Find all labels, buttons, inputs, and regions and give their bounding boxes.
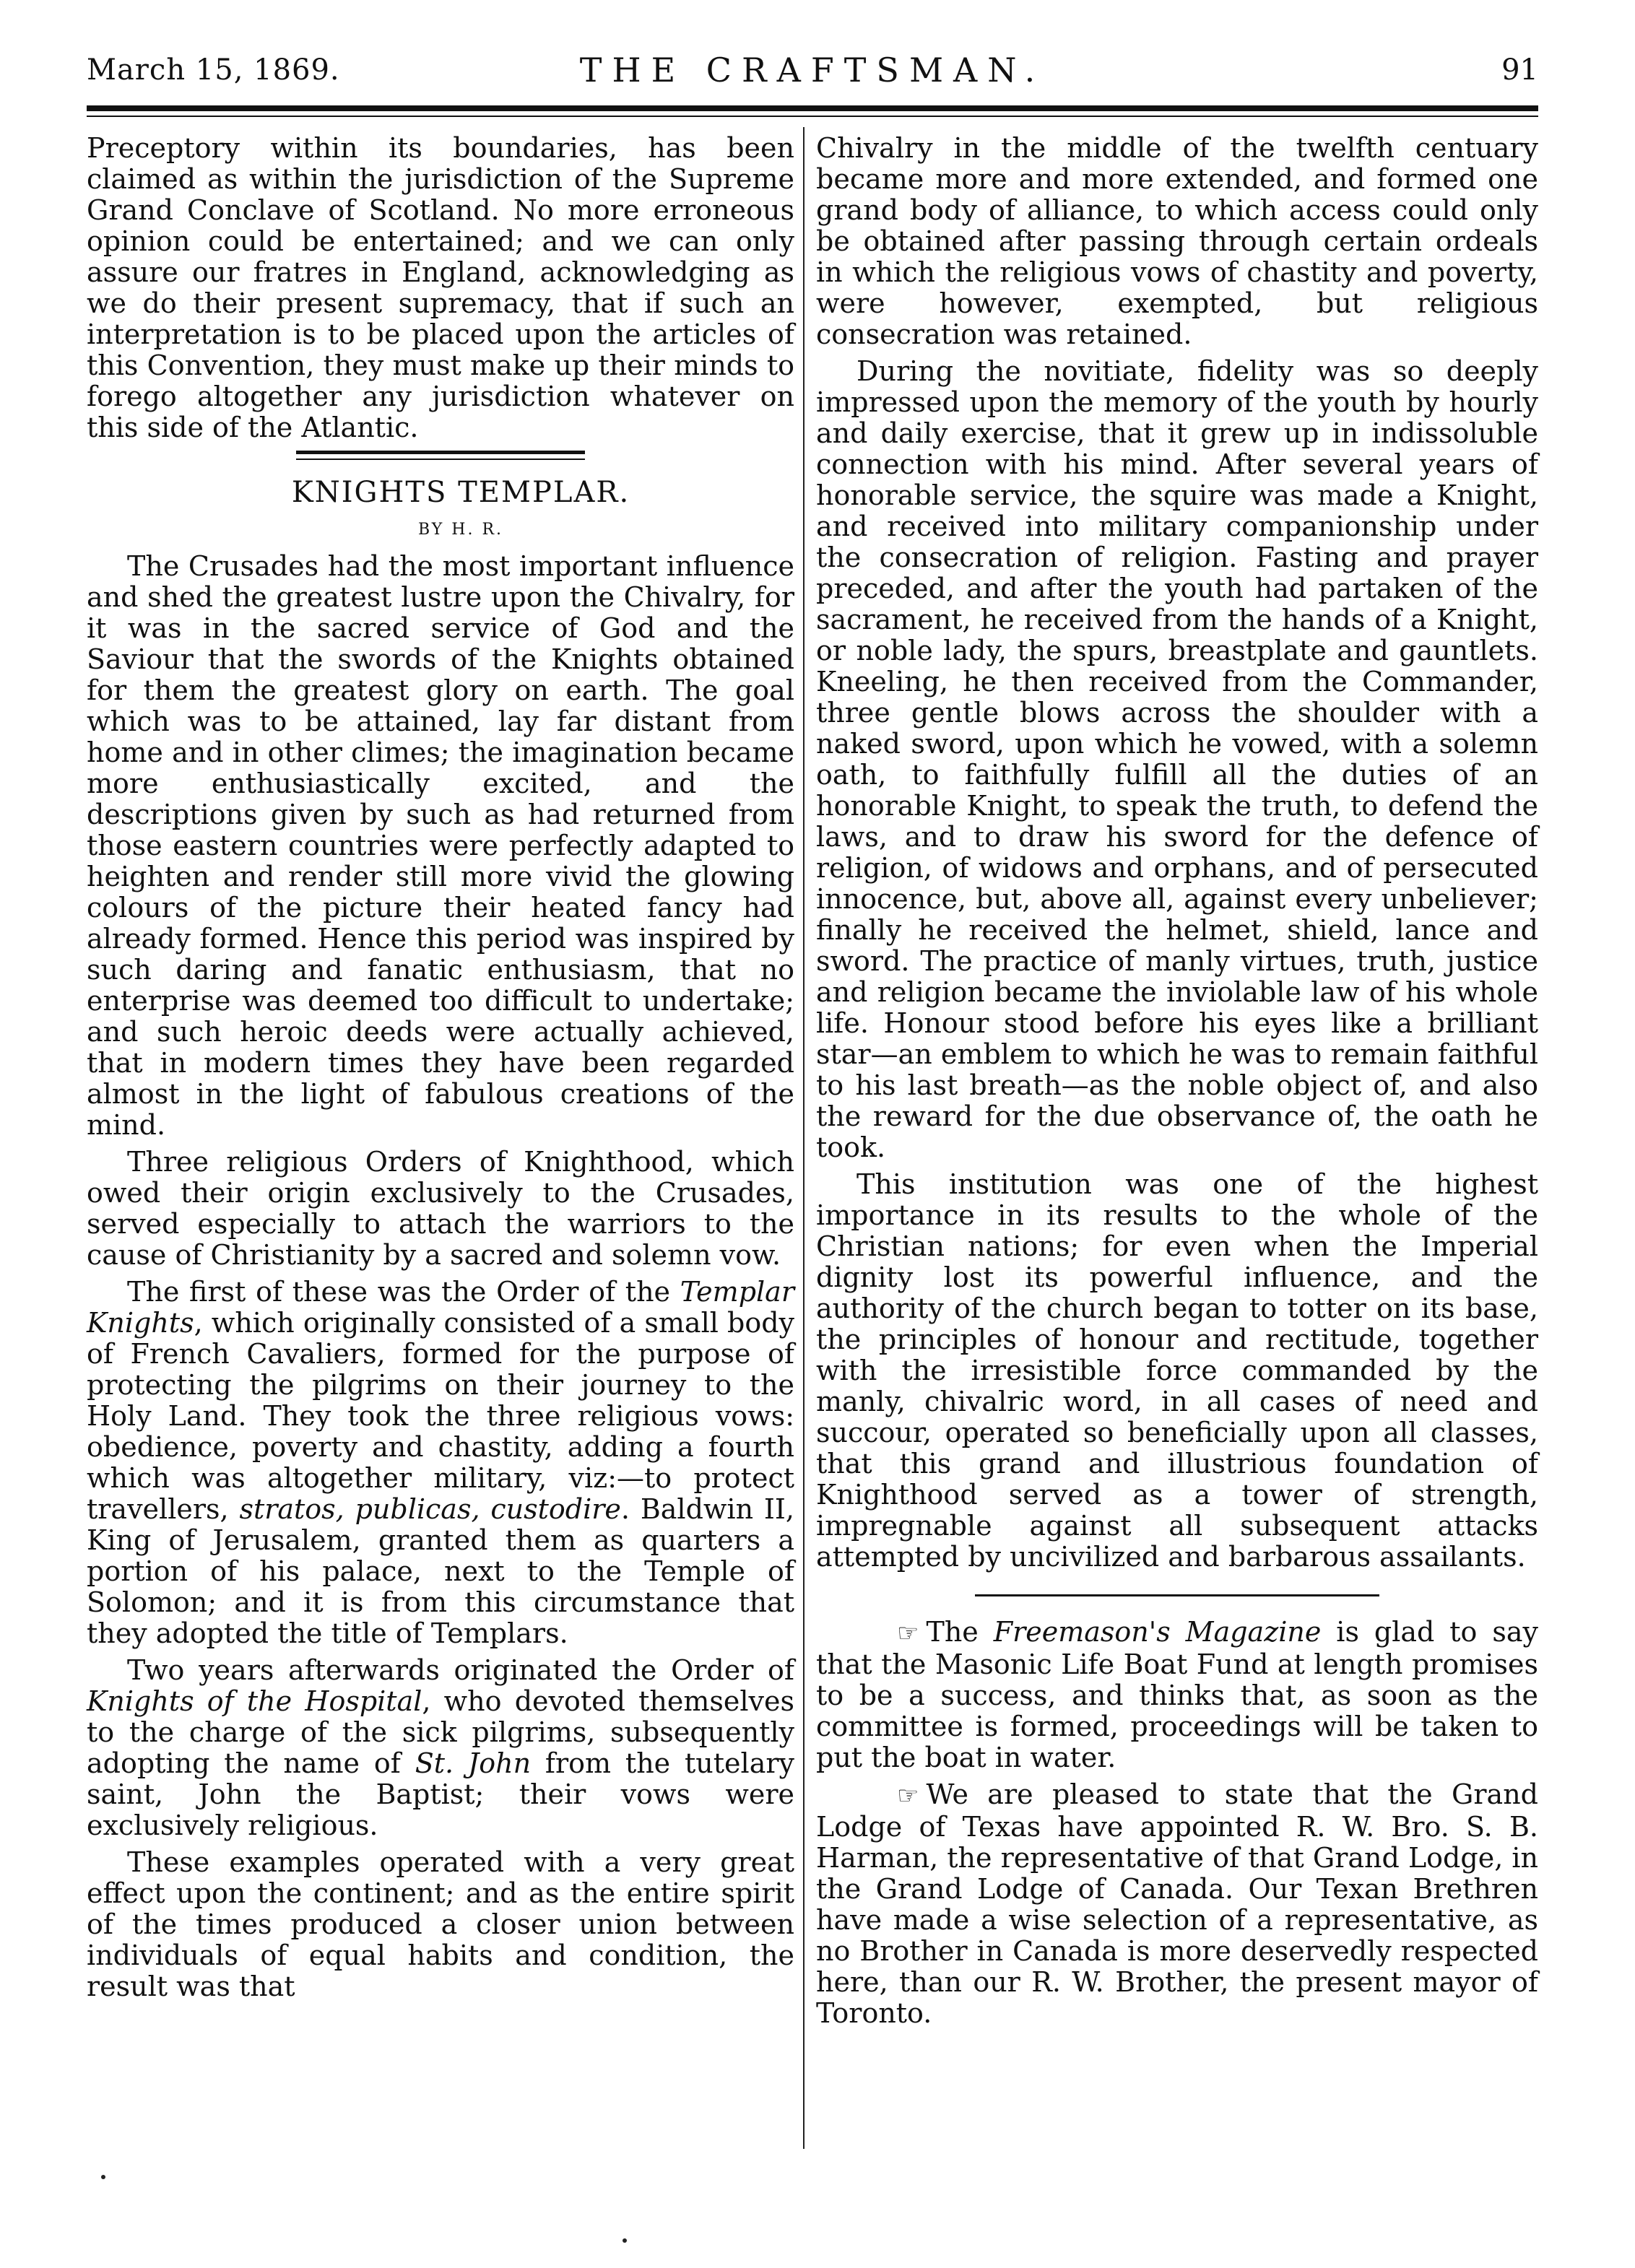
column-divider — [803, 127, 805, 2149]
text-run: Two years afterwards originated the Order of — [127, 1654, 794, 1686]
paragraph: The Crusades had the most important influence and shed the greatest lustre upon the Chivalry, for it was in the sacred service of God and the Saviour that the swords of the Knights obtained for them the greatest glory on earth. The goal which was to be attained, lay far distant from home and in other climes; the imagination became more enthusiastically excited, and the descriptions given by such as had returned from those eastern countries were perfectly adapted to heighten and render still more vivid the glowing colours of the picture their heated fancy had already formed. Hence this period was inspired by such daring and fanatic enthusiasm, that no enterprise was deemed too difficult to undertake; and such heroic deeds were actually achieved, that in modern times they have been regarded almost in the light of fabulous creations of the mind. — [87, 550, 794, 1141]
text-run: The first of these was the Order of the — [127, 1276, 680, 1308]
pointing-hand-icon: ☞ — [897, 1619, 919, 1648]
text-run: , which originally consisted of a small body of French Cavaliers, formed for the purpose of protecting the pilgrims on their journey to the Holy Land. They took the three religious vows: obedience, poverty and chastity, adding a fourth which was altogether military, viz:—to protect travellers, — [87, 1307, 794, 1525]
right-column — [816, 133, 1538, 2035]
paragraph — [87, 1277, 794, 1649]
article-byline: BY H. R. — [417, 521, 504, 539]
section-rule-thin — [296, 459, 585, 460]
print-speck — [623, 2238, 627, 2243]
print-speck — [101, 2175, 105, 2179]
header-rule-thin — [87, 116, 1538, 117]
section-rule — [296, 451, 585, 454]
italic-run: Templar Knights — [87, 1276, 794, 1339]
pointing-hand-icon: ☞ — [897, 1781, 919, 1810]
paragraph: This institution was one of the highest importance in its results to the whole of the Christian nations; for even when the Imperial dignity lost its powerful influence, and the authority of the church began to totter on its base, the principles of honour and rectitude, together with the irresistible force commanded by the manly, chivalric word, in all cases of need and succour, operated so beneficially upon all classes, that this grand and illustrious foundation of Knighthood served as a tower of strength, impregnable against all subsequent attacks attempted by uncivilized and barbarous assailants. — [816, 1168, 1538, 1573]
paragraph: Three religious Orders of Knighthood, which owed their origin exclusively to the Crusades, served especially to attach the warriors to the cause of Christianity by a sacred and solemn vow. — [87, 1146, 794, 1271]
paragraph: These examples operated with a very great effect upon the continent; and as the entire spirit of the times produced a closer union between individuals of equal habits and condition, the result was that — [87, 1846, 794, 2002]
text-run: , who devoted themselves to the charge of the sick pilgrims, subsequently adopting the name of — [87, 1685, 794, 1779]
continued-paragraph: Preceptory within its boundaries, has been claimed as within the jurisdiction of the Supreme Grand Conclave of Scotland. No more erroneous opinion could be entertained; and we can only assure our fratres in England, acknowledging as we do their present supremacy, that if such an interpretation is to be placed upon the articles of this Convention, they must make up their minds to forego altogether any jurisdiction whatever on this side of the Atlantic. — [87, 132, 794, 443]
header-rule-thick — [87, 105, 1538, 111]
text-run: is glad to say that the Masonic Life Boat Fund at length promises to be a success, and thinks that, as soon as the committee is formed, proceedings will be taken to put the boat in water. — [816, 1616, 1538, 1773]
news-note — [816, 1779, 1538, 2029]
page-header — [87, 43, 1538, 101]
text-run: . Baldwin II, King of Jerusalem, granted them as quarters a portion of his palace, next to the Temple of Solomon; and it is from this circumstance that they adopted the title of Templars. — [87, 1493, 794, 1649]
issue-date: March 15, 1869. — [87, 53, 340, 87]
left-column — [87, 133, 794, 2008]
page-number: 91 — [1501, 53, 1538, 87]
news-note — [816, 1617, 1538, 1773]
text-run: We are pleased to state that the Grand Lodge of Texas have appointed R. W. Bro. S. B. Harman, the representative of that Grand Lodge, in the Grand Lodge of Canada. Our Texan Brethren have made a wise selection of a representative, as no Brother in Canada is more deservedly respected here, than our R. W. Brother, the present mayor of Toronto. — [816, 1778, 1538, 2029]
italic-run: St. John — [415, 1747, 532, 1779]
publication-title: THE CRAFTSMAN. — [579, 51, 1046, 90]
text-run: from the tutelary saint, John the Baptist; their vows were exclusively religious. — [87, 1747, 794, 1841]
text-run: The — [926, 1616, 994, 1648]
italic-run: stratos, publicas, custodire — [239, 1493, 621, 1525]
italic-run: Freemason's Magazine — [993, 1616, 1322, 1648]
article-title: KNIGHTS TEMPLAR. — [291, 476, 630, 509]
paragraph: During the novitiate, fidelity was so deeply impressed upon the memory of the youth by hourly and daily exercise, that it grew up in indissoluble connection with his mind. After several years of honorable service, the squire was made a Knight, and received into military companionship under the consecration of religion. Fasting and prayer preceded, and after the youth had partaken of the sacrament, he received from the hands of a Knight, or noble lady, the spurs, breastplate and gauntlets. Kneeling, he then received from the Commander, three gentle blows across the shoulder with a naked sword, upon which he vowed, with a solemn oath, to faithfully fulfill all the duties of an honorable Knight, to speak the truth, to defend the laws, and to draw his sword for the defence of religion, of widows and orphans, and of persecuted innocence, but, above all, against every unbeliever; finally he received the helmet, shield, lance and sword. The practice of manly virtues, truth, justice and religion became the inviolable law of his whole life. Honour stood before his eyes like a brilliant star—an emblem to which he was to remain faithful to his last breath—as the noble object of, and also the reward for the due observance of, the oath he took. — [816, 355, 1538, 1163]
continued-paragraph: Chivalry in the middle of the twelfth centuary became more and more extended, and formed one grand body of alliance, to which access could only be obtained after passing through certain ordeals in which the religious vows of chastity and poverty, were however, exempted, but religious consecration was retained. — [816, 132, 1538, 350]
italic-run: Knights of the Hospital — [87, 1685, 422, 1717]
notes-divider — [975, 1594, 1379, 1596]
paragraph — [87, 1655, 794, 1841]
